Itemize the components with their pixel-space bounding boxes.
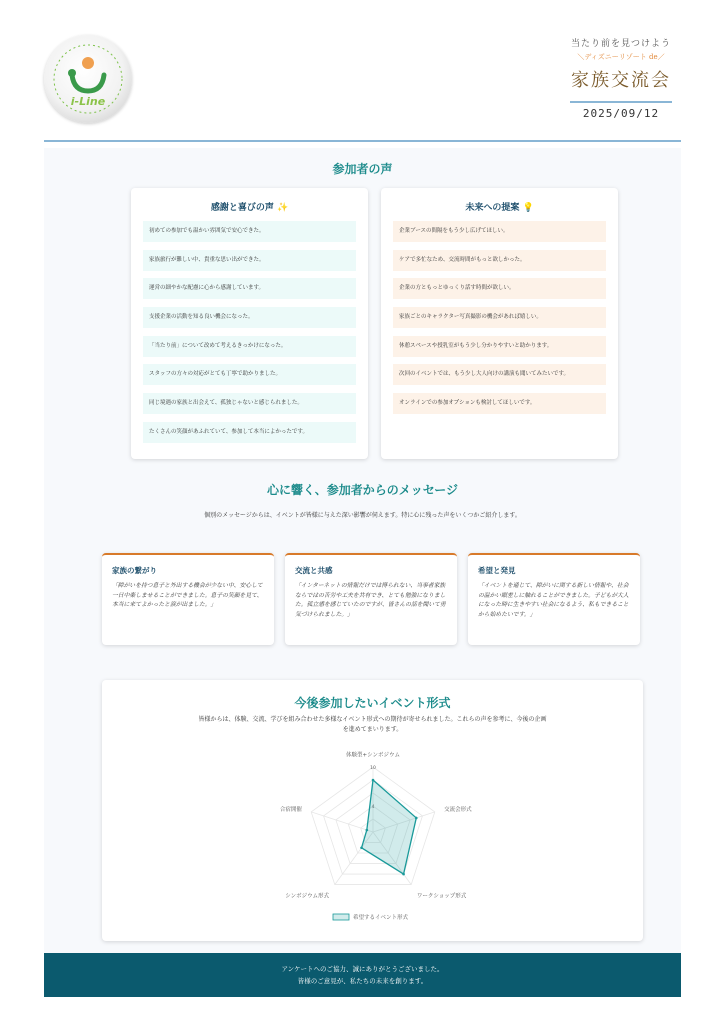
voices-section-title: 参加者の声 bbox=[332, 162, 393, 176]
logo-figure-icon bbox=[44, 35, 132, 123]
event-format-radar-chart bbox=[102, 680, 643, 941]
footer-line-2: 皆様のご意見が、私たちの未来を創ります。 bbox=[297, 977, 428, 985]
radar-tick-label: 10 bbox=[370, 766, 376, 771]
proposals-card bbox=[381, 188, 618, 459]
list-item: スタッフの方々の対応がとても丁寧で助かりました。 bbox=[143, 364, 356, 385]
radar-spoke bbox=[311, 812, 373, 832]
list-item: 企業ブースの間隔をもう少し広げてほしい。 bbox=[393, 221, 606, 242]
proposals-list bbox=[393, 221, 606, 414]
thanks-card bbox=[131, 188, 368, 459]
message-card-text: 「イベントを通じて、障がいに関する新しい情報や、社会の温かい眼差しに触れることができました。子どもが大人になった時に生きやすい社会になるよう、私もできることから始めたいです。」 bbox=[478, 583, 629, 618]
future-events-intro: 皆様からは、体験、交流、学びを組み合わせた多様なイベント形式への期待が寄せられました。これらの声を参考に、今後の企画を進めてまいります。 bbox=[198, 716, 547, 733]
list-item: たくさんの笑顔があふれていて、参加して本当によかったです。 bbox=[143, 422, 356, 443]
future-events-card bbox=[102, 680, 643, 941]
messages-intro: 個別のメッセージからは、イベントが皆様に与えた深い影響が伺えます。特に心に残った声をいくつかご紹介します。 bbox=[204, 512, 521, 519]
message-card bbox=[468, 553, 640, 645]
radar-data-point bbox=[372, 779, 375, 782]
list-item: 同じ境遇の家族と出会えて、孤独じゃないと感じられました。 bbox=[143, 393, 356, 414]
legend-swatch bbox=[333, 914, 349, 920]
footer bbox=[44, 953, 681, 997]
message-card-title: 交流と共感 bbox=[295, 566, 333, 575]
list-item: 次回のイベントでは、もう少し大人向けの講演も聞いてみたいです。 bbox=[393, 364, 606, 385]
list-item: 「当たり前」について改めて考えるきっかけになった。 bbox=[143, 336, 356, 357]
event-date: 2025/09/12 bbox=[582, 107, 660, 120]
message-card-text: 「障がいを持つ息子と外出する機会が少ない中、安心して一日中楽しませることができました。息子の笑顔を見て、本当に来てよかったと涙が出ました。」 bbox=[112, 583, 263, 608]
logo-text: i-Line bbox=[70, 95, 106, 108]
list-item: 運営の細やかな配慮に心から感謝しています。 bbox=[143, 278, 356, 299]
event-title: 家族交流会 bbox=[571, 70, 671, 91]
radar-axis-label: 交流会形式 bbox=[444, 806, 472, 813]
message-card-text: 「インターネットの情報だけでは得られない、当事者家族ならではの苦労や工夫を共有でき、とても勉強になりました。孤立感を感じていたのですが、皆さんの話を聞いて勇気づけられました。」 bbox=[295, 583, 446, 618]
radar-axis-label: ワークショップ形式 bbox=[416, 893, 467, 900]
radar-axis-label: 体験型+シンポジウム bbox=[346, 752, 400, 759]
event-header bbox=[570, 36, 672, 92]
message-card-title: 家族の繋がり bbox=[112, 566, 157, 575]
i-line-logo bbox=[44, 35, 132, 123]
message-card bbox=[102, 553, 274, 645]
list-item: 企業の方ともっとゆっくり話す時間が欲しい。 bbox=[393, 278, 606, 299]
event-subtag: ＼ディズニーリゾート de／ bbox=[577, 53, 665, 61]
list-item: 家族旅行が難しい中、貴重な思い出ができた。 bbox=[143, 250, 356, 271]
list-item: 家族ごとのキャラクター写真撮影の機会があれば嬉しい。 bbox=[393, 307, 606, 328]
legend-label: 希望するイベント形式 bbox=[353, 915, 409, 921]
list-item: 初めての参加でも温かい雰囲気で安心できた。 bbox=[143, 221, 356, 242]
radar-data-point bbox=[366, 829, 369, 832]
footer-line-1: アンケートへのご協力、誠にありがとうございました。 bbox=[281, 965, 444, 973]
list-item: 休憩スペースや授乳室がもう少し分かりやすいと助かります。 bbox=[393, 336, 606, 357]
event-tagline: 当たり前を見つけよう bbox=[570, 39, 671, 49]
radar-axis-label: 合宿開催 bbox=[279, 806, 302, 813]
message-card bbox=[285, 553, 457, 645]
title-divider bbox=[570, 101, 672, 103]
radar-axis-label: シンポジウム形式 bbox=[285, 893, 330, 900]
main-content bbox=[44, 148, 681, 953]
radar-data-point bbox=[402, 873, 405, 876]
list-item: 支援企業の活動を知る良い機会になった。 bbox=[143, 307, 356, 328]
header-divider bbox=[44, 140, 681, 142]
message-card-title: 希望と発見 bbox=[478, 566, 516, 575]
proposals-card-title: 未来への提案 💡 bbox=[465, 203, 534, 213]
radar-data-point bbox=[360, 846, 363, 849]
list-item: ケアで多忙なため、交流時間がもっと欲しかった。 bbox=[393, 250, 606, 271]
thanks-list bbox=[143, 221, 356, 443]
radar-data-point bbox=[415, 817, 418, 820]
list-item: オンラインでの参加オプションも検討してほしいです。 bbox=[393, 393, 606, 414]
messages-section-title: 心に響く、参加者からのメッセージ bbox=[266, 483, 459, 497]
thanks-card-title: 感謝と喜びの声 ✨ bbox=[210, 203, 289, 213]
future-events-title: 今後参加したいイベント形式 bbox=[294, 696, 451, 710]
